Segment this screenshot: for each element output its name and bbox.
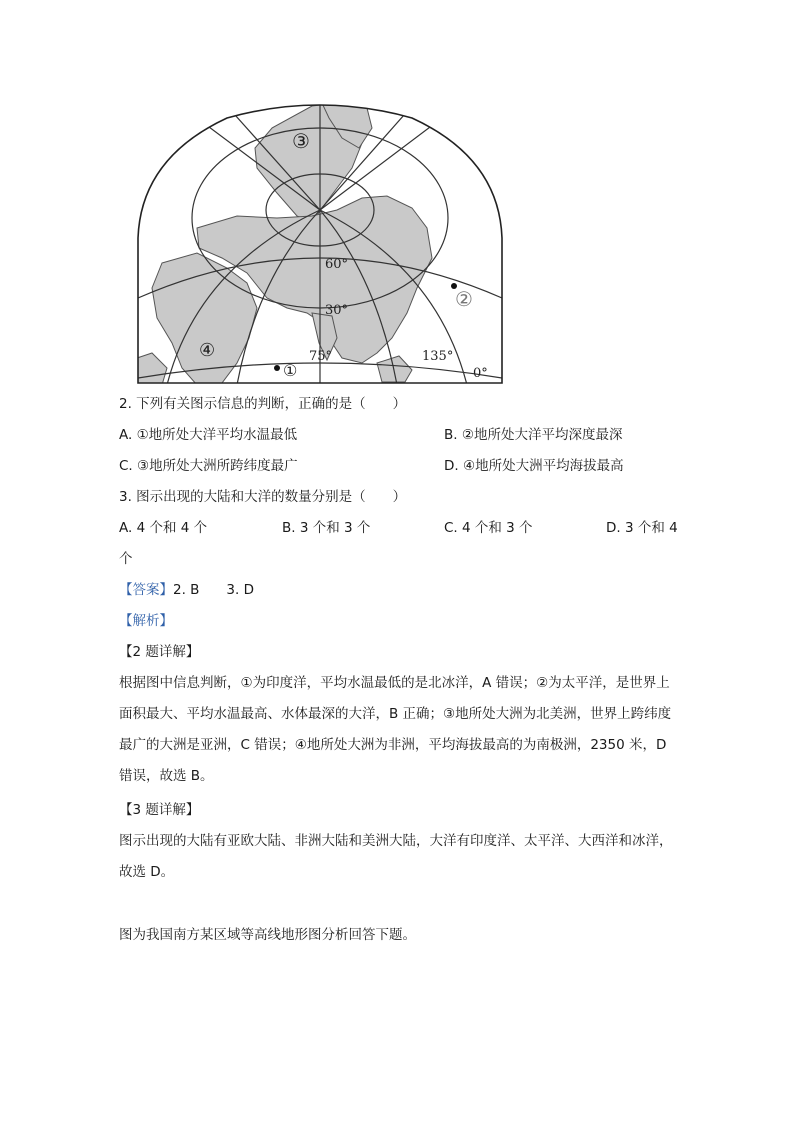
q2-detail-text: 根据图中信息判断，①为印度洋，平均水温最低的是北冰洋，A 错误；②为太平洋，是世界上面积最大、平均水温最高、水体最深的大洋，B 正确；③地所处大洲为北美洲，世界上跨纬度最广的大洲是亚洲，C 错误；④地所处大洲为非洲，平均海拔最高的为南极洲，2350 米，D 错误，故选 B。 xyxy=(119,675,672,784)
q3-detail-label: 【3 题详解】 xyxy=(119,802,200,818)
label-lon-135: 135° xyxy=(422,349,454,364)
q3-option-a: A. 4 个和 4 个 xyxy=(119,520,208,536)
label-region-3: ③ xyxy=(292,129,310,153)
question-3-stem: 3. 图示出现的大陆和大洋的数量分别是（ ） xyxy=(119,489,407,505)
polar-projection-map xyxy=(137,98,503,385)
point-1-marker xyxy=(274,365,280,371)
q2-detail-label: 【2 题详解】 xyxy=(119,644,200,660)
answer-line xyxy=(119,580,254,600)
answer-text: 2. B 3. D xyxy=(173,582,254,598)
label-region-2: ② xyxy=(455,287,473,311)
label-lat-30: 30° xyxy=(325,303,349,318)
q3-option-b: B. 3 个和 3 个 xyxy=(282,520,371,536)
q3-detail-text: 图示出现的大陆有亚欧大陆、非洲大陆和美洲大陆，大洋有印度洋、太平洋、大西洋和冰洋，故选 D。 xyxy=(119,833,673,880)
label-region-4: ④ xyxy=(199,340,216,361)
label-region-1: ① xyxy=(283,361,298,380)
q2-option-a: A. ①地所处大洋平均水温最低 xyxy=(119,427,298,443)
q3-option-d: D. 3 个和 4 xyxy=(606,520,678,536)
label-lon-0: 0° xyxy=(473,366,488,381)
q2-option-c: C. ③地所处大洲所跨纬度最广 xyxy=(119,458,298,474)
q2-option-b: B. ②地所处大洋平均深度最深 xyxy=(444,427,623,443)
q2-option-d: D. ④地所处大洲平均海拔最高 xyxy=(444,458,624,474)
q3-option-d-continuation: 个 xyxy=(119,551,133,567)
answer-label: 【答案】 xyxy=(119,582,173,598)
question-2-stem: 2. 下列有关图示信息的判断，正确的是（ ） xyxy=(119,396,407,412)
map-svg xyxy=(137,98,503,385)
label-lat-60: 60° xyxy=(325,257,349,272)
label-lon-75: 75° xyxy=(309,349,333,364)
next-question-intro: 图为我国南方某区域等高线地形图分析回答下题。 xyxy=(119,927,416,943)
q3-option-c: C. 4 个和 3 个 xyxy=(444,520,533,536)
analysis-label: 【解析】 xyxy=(119,613,173,629)
